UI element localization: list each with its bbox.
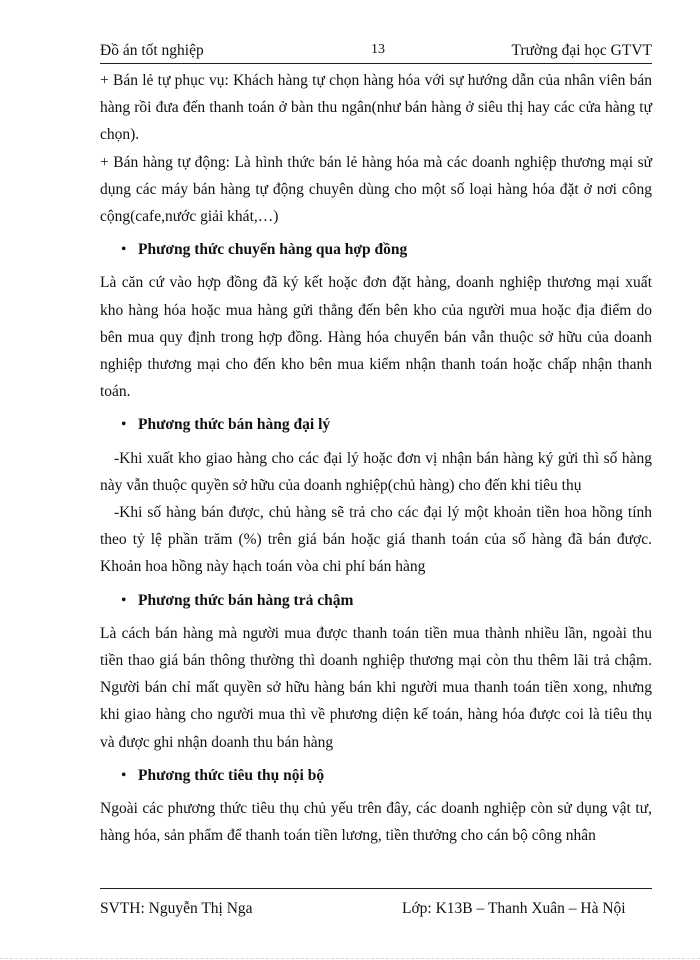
bullet-icon: •: [121, 591, 127, 609]
bullet-icon: •: [121, 766, 127, 784]
page-edge: [0, 958, 700, 959]
section-heading-installment: [100, 587, 652, 614]
paragraph-agency-2: -Khi số hàng bán được, chủ hàng sẽ trả cho các đại lý một khoản tiền hoa hồng tính theo tỷ lệ phần trăm (%) trên giá bán hoặc giá thanh toán của số hàng đã bán được. Khoản hoa hồng này hạch toán vòa chi phí bán hàng: [100, 504, 652, 576]
footer-rule: [100, 888, 652, 889]
section-heading-contract: [100, 236, 652, 263]
header-thesis-title: Đồ án tốt nghiệp: [100, 42, 204, 59]
heading-text: Phương thức chuyển hàng qua hợp đồng: [138, 241, 408, 259]
paragraph-internal: Ngoài các phương thức tiêu thụ chủ yếu trên đây, các doanh nghiệp còn sử dụng vật tư, hàng hóa, sản phẩm để thanh toán tiền lương, tiền thưởng cho cán bộ công nhân: [100, 800, 652, 845]
paragraph-automatic-sales: + Bán hàng tự động: Là hình thức bán lẻ hàng hóa mà các doanh nghiệp thương mại sử dụng các máy bán hàng tự động chuyên dùng cho một số loại hàng hóa đặt ở nơi công cộng(cafe,nước giải khát,…): [100, 153, 652, 226]
paragraph-contract: Là căn cứ vào hợp đồng đã ký kết hoặc đơn đặt hàng, doanh nghiệp thương mại xuất kho hàng hóa hoặc mua hàng gửi thẳng đến bên kho của người mua hoặc địa điểm do bên mua quy định trong hợp đồng. Hàng hóa chuyển bán vẫn thuộc sở hữu của doanh nghiệp thương mại cho đến kho bên mua kiểm nhận thanh toán hoặc chấp nhận thanh toán.: [100, 274, 652, 401]
paragraph-installment: Là cách bán hàng mà người mua được thanh toán tiền mua thành nhiều lần, ngoài thu tiền thao giá bán thông thường thì doanh nghiệp thương mại còn thu thêm lãi trả chậm. Người bán chỉ mất quyền sở hữu hàng bán khi người mua thanh toán tiền xong, nhưng khi giao hàng cho người mua thì về phương diện kế toán, hàng hóa được coi là tiêu thụ và được ghi nhận doanh thu bán hàng: [100, 624, 652, 751]
header-rule: [100, 63, 652, 64]
page-number: 13: [371, 42, 385, 57]
page-footer: [100, 900, 652, 922]
page-header: [100, 42, 652, 64]
document-body: [100, 67, 652, 849]
section-heading-internal: [100, 762, 652, 789]
paragraph-self-service: + Bán lẻ tự phục vụ: Khách hàng tự chọn hàng hóa với sự hướng dẫn của nhân viên bán hàng rồi đưa đến thanh toán ở bàn thu ngân(như bán hàng ở siêu thị hay các cửa hàng tự chọn).: [100, 72, 652, 144]
heading-text: Phương thức tiêu thụ nội bộ: [138, 766, 325, 784]
heading-text: Phương thức bán hàng đại lý: [138, 416, 331, 434]
heading-text: Phương thức bán hàng trả chậm: [138, 591, 354, 609]
section-heading-agency: [100, 411, 652, 438]
bullet-icon: •: [121, 241, 127, 259]
bullet-icon: •: [121, 416, 127, 434]
footer-student: SVTH: Nguyễn Thị Nga: [100, 900, 253, 917]
paragraph-agency-1: -Khi xuất kho giao hàng cho các đại lý hoặc đơn vị nhận bán hàng ký gửi thì số hàng này vẫn thuộc quyền sở hữu của doanh nghiệp(chủ hàng) cho đến khi tiêu thụ: [100, 449, 652, 494]
footer-class: Lớp: K13B – Thanh Xuân – Hà Nội: [402, 900, 626, 917]
header-university: Trường đại học GTVT: [511, 42, 652, 59]
